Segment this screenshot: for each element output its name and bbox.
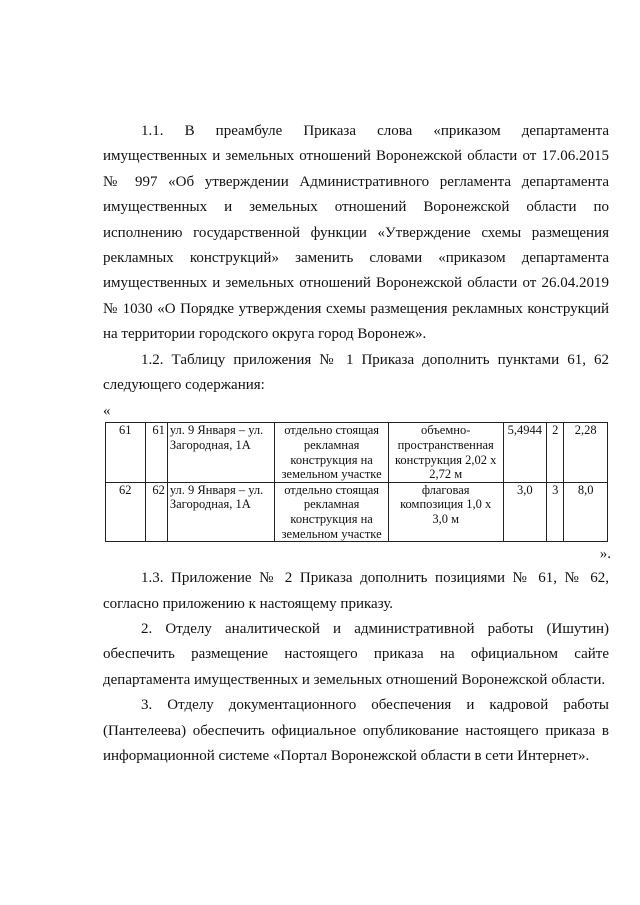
quantity-cell: 2	[547, 423, 564, 482]
quantity-cell: 3	[547, 482, 564, 541]
opening-quote-mark: «	[103, 403, 111, 420]
position-number-cell: 61	[145, 423, 167, 482]
table-row	[106, 423, 608, 482]
table-row	[106, 482, 608, 541]
closing-quote-mark: ».	[599, 546, 611, 563]
row-number-cell: 62	[106, 482, 146, 541]
paragraph-1-3: 1.3. Приложение № 2 Приказа дополнить позициями № 61, № 62, согласно приложению к настоящему приказу.	[103, 570, 609, 612]
paragraph-1-2: 1.2. Таблицу приложения № 1 Приказа дополнить пунктами 61, 62 следующего содержания:	[103, 351, 609, 394]
construction-type-cell: отдельно стоящая рекламная конструкция на земельном участке	[275, 482, 389, 541]
area-cell: 3,0	[503, 482, 547, 541]
row-number-cell: 61	[106, 423, 146, 482]
document-page	[103, 119, 609, 769]
area-cell: 5,4944	[503, 423, 547, 482]
construction-type-cell: отдельно стоящая рекламная конструкция на земельном участке	[275, 423, 389, 482]
address-cell: ул. 9 Января – ул. Загородная, 1А	[167, 423, 274, 482]
paragraph-2: 2. Отделу аналитической и административной работы (Ишутин) обеспечить размещение настоящего приказа на официальном сайте департамента имущественных и земельных отношений Воронежской области.	[103, 621, 609, 688]
address-cell: ул. 9 Января – ул. Загородная, 1А	[167, 482, 274, 541]
construction-description-cell: объемно-пространственная конструкция 2,02 х 2,72 м	[388, 423, 503, 482]
position-number-cell: 62	[145, 482, 167, 541]
paragraph-1-1: 1.1. В преамбуле Приказа слова «приказом департамента имущественных и земельных отношений Воронежской области от 17.06.2015 № 997 «Об утверждении Административного регламента департамента имущественных и земельных отношений Воронежской области по исполнению государственной функции «Утверждение схемы размещения рекламных конструкций» заменить словами «приказом департамента имущественных и земельных отношений Воронежской области от 26.04.2019 № 1030 «О Порядке утверждения схемы размещения рекламных конструкций на территории городского округа город Воронеж».	[103, 123, 609, 343]
total-cell: 2,28	[564, 423, 608, 482]
amendment-table	[105, 422, 608, 542]
total-cell: 8,0	[564, 482, 608, 541]
paragraph-3: 3. Отделу документационного обеспечения и кадровой работы (Пантелеева) обеспечить официальное опубликование настоящего приказа в информационной системе «Портал Воронежской области в сети Интернет».	[103, 697, 609, 765]
construction-description-cell: флаговая композиция 1,0 х 3,0 м	[388, 482, 503, 541]
